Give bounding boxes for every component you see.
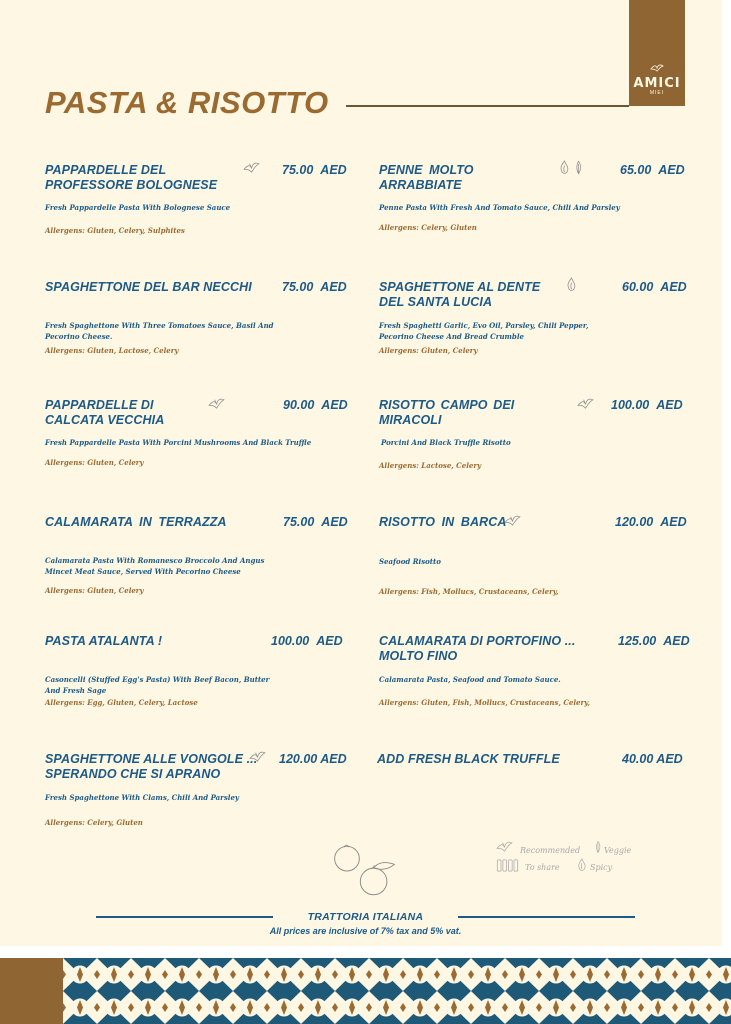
recommended-icon <box>249 750 266 763</box>
spicy-icon <box>576 858 588 872</box>
price-note: All prices are inclusive of 7% tax and 5% vat. <box>269 926 462 936</box>
item-allergens: Allergens: Celery, Gluten <box>379 223 477 232</box>
item-price: 75.00 AED <box>282 280 347 294</box>
recommended-icon <box>496 840 513 853</box>
recommended-icon <box>208 397 225 410</box>
item-allergens: Allergens: Celery, Gluten <box>45 818 143 827</box>
item-allergens: Allergens: Egg, Gluten, Celery, Lactose <box>45 698 198 707</box>
item-description: Seafood Risotto <box>379 557 441 566</box>
recommended-icon <box>243 161 260 174</box>
logo-name: AMICI <box>633 76 681 91</box>
item-description: Casoncelli (Stuffed Egg's Pasta) With Beef Bacon, Butter And Fresh Sage <box>45 675 270 695</box>
menu-item <box>379 515 687 596</box>
menu-item <box>45 163 347 243</box>
item-name: RISOTTO CAMPO DEI MIRACOLI <box>379 398 515 427</box>
menu-item <box>377 752 682 772</box>
title-divider <box>346 105 629 107</box>
item-description: Porcini And Black Truffle Risotto <box>381 438 511 447</box>
item-price: 100.00 AED <box>271 634 343 648</box>
item-price: 40.00 AED <box>622 752 683 766</box>
item-description: Fresh Pappardelle Pasta With Bolognese Sauce <box>45 203 231 212</box>
item-allergens: Allergens: Gluten, Celery <box>45 458 144 467</box>
item-allergens: Allergens: Gluten, Celery <box>379 346 478 355</box>
item-description: Fresh Spaghettone With Clams, Chili And Parsley <box>45 793 239 802</box>
menu-item <box>45 634 347 714</box>
item-price: 100.00 AED <box>611 398 683 412</box>
menu-item <box>379 398 684 478</box>
legend-spicy: Spicy <box>590 863 613 872</box>
item-price: 75.00 AED <box>282 163 347 177</box>
item-description: Fresh Spaghettone With Three Tomatoes Sauce, Basil And Pecorino Cheese. <box>45 321 274 341</box>
item-description: Fresh Pappardelle Pasta With Porcini Mushrooms And Black Truffle <box>45 438 312 447</box>
item-name: RISOTTO IN BARCA <box>379 515 507 529</box>
item-name: ADD FRESH BLACK TRUFFLE <box>377 752 560 766</box>
spicy-icon <box>565 277 578 292</box>
menu-item <box>379 280 687 360</box>
spicy-icon <box>558 160 571 175</box>
page-title: PASTA & RISOTTO <box>45 85 329 120</box>
item-description: Calamarata Pasta, Seafood and Tomato Sauce. <box>379 675 561 684</box>
veggie-icon <box>594 840 602 854</box>
item-allergens: Allergens: Fish, Mollucs, Crustaceans, Celery, <box>379 587 559 596</box>
item-description: Fresh Spaghetti Garlic, Evo Oil, Parsley, Chili Pepper, Pecorino Cheese And Bread Crumble <box>379 321 589 341</box>
oranges-illustration <box>328 842 404 900</box>
menu-item <box>379 634 690 714</box>
menu-item <box>45 752 347 832</box>
item-allergens: Allergens: Lactose, Celery <box>379 461 482 470</box>
item-allergens: Allergens: Gluten, Celery, Sulphites <box>45 226 185 235</box>
item-price: 75.00 AED <box>283 515 348 529</box>
menu-item <box>45 515 347 595</box>
item-price: 65.00 AED <box>620 163 685 177</box>
item-price: 90.00 AED <box>283 398 348 412</box>
decorative-tile-border <box>63 958 731 1024</box>
item-name: CALAMARATA IN TERRAZZA <box>45 515 227 529</box>
item-description: Penne Pasta With Fresh And Tomato Sauce, Chili And Parsley <box>379 203 620 212</box>
item-name: PENNE MOLTO ARRABBIATE <box>379 163 474 192</box>
item-description: Calamarata Pasta With Romanesco Broccolo And Angus Mincet Meat Sauce, Served With Pecorino Cheese <box>45 556 265 576</box>
item-allergens: Allergens: Gluten, Lactose, Celery <box>45 346 179 355</box>
menu-item <box>45 398 347 478</box>
footer-title: TRATTORIA ITALIANA <box>307 911 424 923</box>
veggie-icon <box>574 160 583 175</box>
item-price: 60.00 AED <box>622 280 687 294</box>
legend-to-share: To share <box>525 863 560 872</box>
item-name: SPAGHETTONE AL DENTE DEL SANTA LUCIA <box>379 280 541 309</box>
legend-recommended: Recommended <box>520 846 581 855</box>
logo-tagline: MIEI <box>649 90 665 96</box>
item-price: 125.00 AED <box>618 634 690 648</box>
recommended-icon <box>504 514 521 527</box>
item-price: 120.00 AED <box>615 515 687 529</box>
item-name: CALAMARATA DI PORTOFINO ... MOLTO FINO <box>379 634 576 663</box>
menu-item <box>379 163 684 243</box>
brand-logo <box>629 0 685 106</box>
bird-logo-icon <box>650 63 664 73</box>
recommended-icon <box>577 397 594 410</box>
legend-veggie: Veggie <box>604 846 632 855</box>
item-price: 120.00 AED <box>279 752 347 766</box>
item-allergens: Allergens: Gluten, Fish, Mollucs, Crustaceans, Celery, <box>379 698 590 707</box>
footer-brown-strip <box>0 958 63 1024</box>
icon-legend <box>496 842 646 882</box>
item-allergens: Allergens: Gluten, Celery <box>45 586 144 595</box>
item-name: PAPPARDELLE DEL PROFESSORE BOLOGNESE <box>45 163 218 192</box>
item-name: PAPPARDELLE DI CALCATA VECCHIA <box>45 398 165 427</box>
item-name: SPAGHETTONE ALLE VONGOLE ... SPERANDO CHE SI APRANO <box>45 752 258 781</box>
to-share-icon <box>496 859 519 872</box>
menu-item <box>45 280 347 360</box>
item-name: SPAGHETTONE DEL BAR NECCHI <box>45 280 252 294</box>
item-name: PASTA ATALANTA ! <box>45 634 163 648</box>
